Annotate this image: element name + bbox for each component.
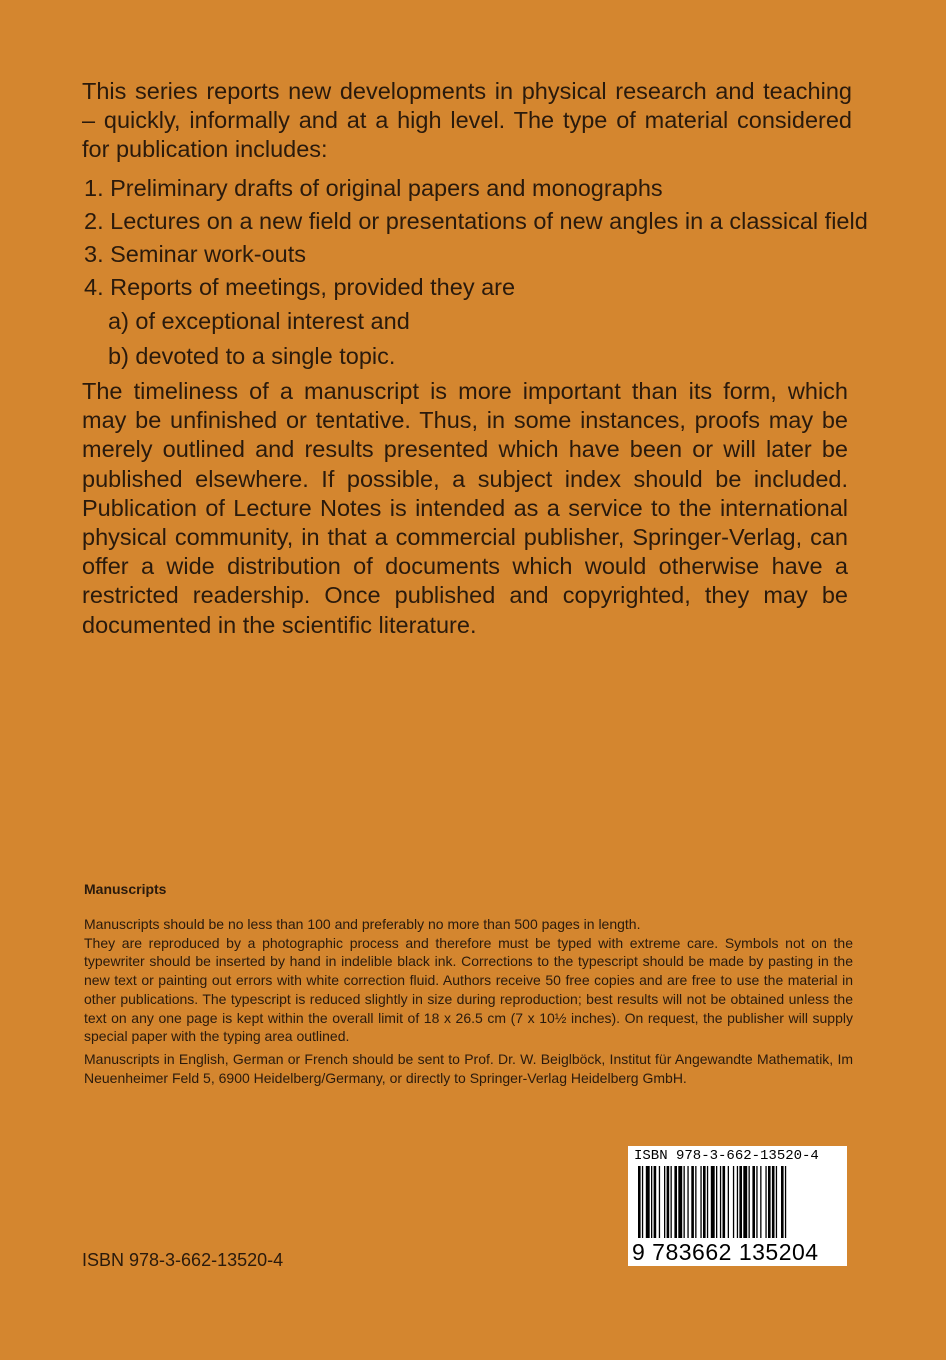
barcode-bar xyxy=(687,1166,688,1238)
barcode-bar xyxy=(664,1166,665,1238)
barcode-bar xyxy=(768,1166,771,1238)
barcode-bar xyxy=(654,1166,657,1238)
list-item: 2. Lectures on a new field or presentations of new angles in a classical field xyxy=(84,208,868,234)
barcode-bar xyxy=(646,1166,650,1238)
barcode-bar xyxy=(711,1166,715,1238)
barcode-bar xyxy=(703,1166,706,1238)
barcode-bar xyxy=(642,1166,643,1238)
list-item: 1. Preliminary drafts of original papers and monographs xyxy=(84,175,663,201)
barcode-bar xyxy=(667,1166,670,1238)
barcode-bar xyxy=(760,1166,761,1238)
barcode-bar xyxy=(700,1166,701,1238)
barcode-bar xyxy=(752,1166,755,1238)
barcode-bar xyxy=(720,1166,721,1238)
manuscripts-reproduction: They are reproduced by a photographic process and therefore must be typed with extreme care. Symbols not on the typewriter should be inserted by hand in indelible black ink. Corrections to the typescript should be made by pasting in the new text or painting out errors with white correction fluid. Authors receive 50 free copies and are free to use the material in other publications. The typescript is reduced slightly in size during reproduction; best results will not be obtained unless the text on any one page is kept within the overall limit of 18 x 26.5 cm (7 x 10½ inches). On request, the publisher will supply special paper with the typing area outlined. xyxy=(84,934,853,1045)
list-item: 3. Seminar work-outs xyxy=(84,241,307,267)
timeliness-paragraph: The timeliness of a manuscript is more important than its form, which may be unfinished or tentative. Thus, in some instances, proofs may be merely outlined and results presented which have been or will later be published elsewhere. If possible, a subject index should be included. Publication of Lecture Notes is intended as a service to the international physical community, in that a commercial publisher, Springer-Verlag, can offer a wide distribution of documents which would otherwise have a restricted readership. Once published and copyrighted, they may be documented in the scientific literature. xyxy=(82,378,848,638)
barcode-bar xyxy=(674,1166,677,1238)
publication-types-list xyxy=(84,172,868,374)
barcode-bar xyxy=(671,1166,672,1238)
barcode-bar xyxy=(765,1166,766,1238)
barcode-bar xyxy=(691,1166,694,1238)
barcode-bar xyxy=(695,1166,696,1238)
barcode-bar xyxy=(743,1166,747,1238)
barcode xyxy=(628,1146,847,1266)
manuscripts-submission: Manuscripts in English, German or French should be sent to Prof. Dr. W. Beiglböck, Institut für Angewandte Mathematik, Im Neuenheimer Feld 5, 6900 Heidelberg/Germany, or directly to Springer-Verlag Heidelberg GmbH. xyxy=(84,1050,853,1086)
barcode-bar xyxy=(781,1166,784,1238)
intro-paragraph: This series reports new developments in physical research and teaching – quickly, informally and at a high level. The type of material considered for publication includes: xyxy=(82,78,852,162)
sub-list-item: b) devoted to a single topic. xyxy=(108,343,396,369)
barcode-bar xyxy=(772,1166,775,1238)
barcode-bar xyxy=(756,1166,757,1238)
barcode-bar xyxy=(716,1166,717,1238)
barcode-bar xyxy=(728,1166,729,1238)
list-item: 4. Reports of meetings, provided they are xyxy=(84,274,516,300)
barcode-bar xyxy=(739,1166,742,1238)
barcode-bar xyxy=(733,1166,734,1238)
barcode-bar xyxy=(651,1166,652,1238)
barcode-bar xyxy=(723,1166,726,1238)
barcode-bar xyxy=(785,1166,786,1238)
manuscripts-heading: Manuscripts xyxy=(84,881,167,897)
barcode-bar xyxy=(707,1166,708,1238)
barcode-bar xyxy=(749,1166,750,1238)
barcode-bar xyxy=(737,1166,738,1238)
manuscripts-length: Manuscripts should be no less than 100 and preferably no more than 500 pages in length. xyxy=(84,916,641,932)
barcode-bar xyxy=(678,1166,682,1238)
barcode-bar xyxy=(776,1166,777,1238)
sub-list-item: a) of exceptional interest and xyxy=(108,308,410,334)
barcode-bar xyxy=(659,1166,660,1238)
barcode-bar xyxy=(638,1166,641,1238)
barcode-bar xyxy=(684,1166,685,1238)
barcode-bars xyxy=(628,1166,847,1244)
manuscripts-section xyxy=(84,915,853,1087)
barcode-isbn-label: ISBN 978-3-662-13520-4 xyxy=(634,1148,819,1164)
barcode-digits: 9 783662 135204 xyxy=(632,1239,819,1265)
isbn-footer: ISBN 978-3-662-13520-4 xyxy=(82,1250,284,1270)
